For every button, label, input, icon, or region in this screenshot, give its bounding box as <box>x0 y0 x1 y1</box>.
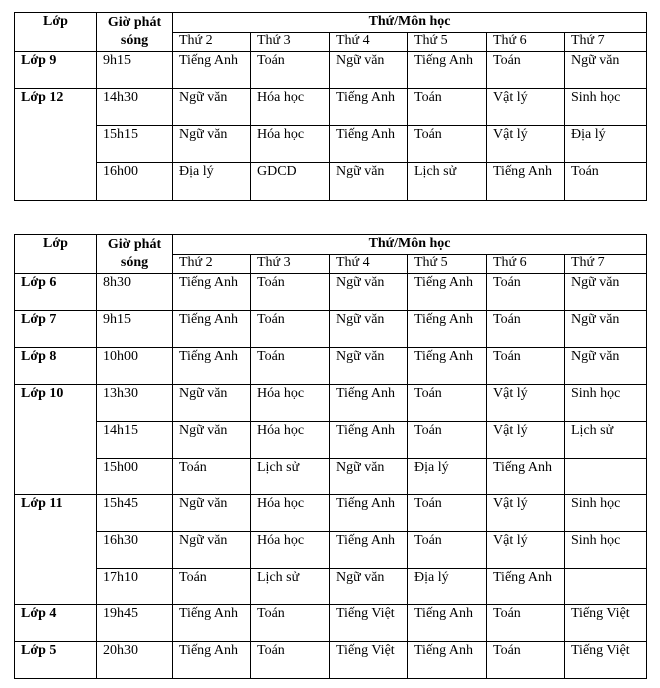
subject-cell: Ngữ văn <box>330 163 408 201</box>
subject-cell: Lịch sử <box>565 422 647 459</box>
subject-cell: Hóa học <box>251 422 330 459</box>
header-row <box>15 13 647 33</box>
subject-cell: Ngữ văn <box>330 459 408 495</box>
subject-cell: Vật lý <box>487 422 565 459</box>
class-cell: Lớp 4 <box>15 605 97 642</box>
table-row <box>15 605 647 642</box>
subject-cell: Ngữ văn <box>565 348 647 385</box>
subject-cell: Tiếng Anh <box>173 274 251 311</box>
subject-cell: Toán <box>408 89 487 126</box>
subject-cell <box>565 459 647 495</box>
time-cell: 13h30 <box>97 385 173 422</box>
time-cell: 14h15 <box>97 422 173 459</box>
subject-cell: Tiếng Anh <box>330 126 408 163</box>
subject-cell: Toán <box>251 311 330 348</box>
subject-cell: Tiếng Việt <box>565 605 647 642</box>
schedule-table-1 <box>14 12 647 201</box>
class-cell: Lớp 12 <box>15 89 97 201</box>
subject-cell: Tiếng Việt <box>330 605 408 642</box>
subject-cell: Địa lý <box>408 459 487 495</box>
time-cell: 17h10 <box>97 569 173 605</box>
subject-cell: Toán <box>251 642 330 679</box>
subject-cell: Ngữ văn <box>173 385 251 422</box>
subject-cell: Địa lý <box>173 163 251 201</box>
table-row <box>15 642 647 679</box>
subject-cell: Lịch sử <box>251 569 330 605</box>
subject-cell: Tiếng Anh <box>487 163 565 201</box>
schedule-table-2 <box>14 234 647 679</box>
time-cell: 15h15 <box>97 126 173 163</box>
time-header: Giờ phát sóng <box>97 235 173 274</box>
subject-cell: Sinh học <box>565 495 647 532</box>
subject-cell: Ngữ văn <box>173 532 251 569</box>
subject-cell: Vật lý <box>487 532 565 569</box>
subject-cell: Hóa học <box>251 89 330 126</box>
subject-cell: Tiếng Anh <box>173 348 251 385</box>
subject-cell: Hóa học <box>251 385 330 422</box>
time-cell: 20h30 <box>97 642 173 679</box>
subject-cell: Tiếng Anh <box>408 52 487 89</box>
table-body <box>15 274 647 679</box>
time-cell: 15h00 <box>97 459 173 495</box>
subject-cell: Toán <box>251 52 330 89</box>
subject-cell: Hóa học <box>251 532 330 569</box>
subject-cell: Sinh học <box>565 89 647 126</box>
subject-cell: Toán <box>408 126 487 163</box>
subject-cell: Toán <box>487 311 565 348</box>
subject-cell: Ngữ văn <box>173 126 251 163</box>
subject-cell: Toán <box>173 569 251 605</box>
subject-cell: Tiếng Anh <box>408 274 487 311</box>
time-cell: 14h30 <box>97 89 173 126</box>
time-cell: 9h15 <box>97 311 173 348</box>
table-header <box>15 13 647 52</box>
subject-cell: Tiếng Anh <box>408 642 487 679</box>
subject-cell: Tiếng Việt <box>330 642 408 679</box>
subject-cell: Toán <box>487 605 565 642</box>
header-row <box>15 235 647 255</box>
subject-cell: Tiếng Việt <box>565 642 647 679</box>
subject-cell: Tiếng Anh <box>408 311 487 348</box>
day-header: Thứ 7 <box>565 33 647 52</box>
subject-cell: Ngữ văn <box>565 311 647 348</box>
day-header: Thứ 4 <box>330 255 408 274</box>
table-row <box>15 52 647 89</box>
subject-cell: Tiếng Anh <box>330 89 408 126</box>
time-cell: 16h30 <box>97 532 173 569</box>
day-header: Thứ 6 <box>487 255 565 274</box>
class-cell: Lớp 10 <box>15 385 97 495</box>
subject-cell: Địa lý <box>408 569 487 605</box>
table-row <box>15 385 647 422</box>
subject-cell: Tiếng Anh <box>487 569 565 605</box>
subject-cell: Toán <box>487 274 565 311</box>
subject-cell: Toán <box>251 605 330 642</box>
class-cell: Lớp 8 <box>15 348 97 385</box>
subject-cell: Ngữ văn <box>330 52 408 89</box>
subject-cell: Ngữ văn <box>330 274 408 311</box>
subject-cell: Tiếng Anh <box>173 605 251 642</box>
subject-cell: Ngữ văn <box>565 274 647 311</box>
subject-cell: Hóa học <box>251 495 330 532</box>
time-cell: 9h15 <box>97 52 173 89</box>
time-cell: 8h30 <box>97 274 173 311</box>
class-cell: Lớp 6 <box>15 274 97 311</box>
day-header: Thứ 2 <box>173 33 251 52</box>
subject-cell: Toán <box>251 274 330 311</box>
table-header <box>15 235 647 274</box>
subject-cell: Toán <box>408 385 487 422</box>
subject-cell: Vật lý <box>487 126 565 163</box>
table-row <box>15 422 647 459</box>
subject-cell: Sinh học <box>565 532 647 569</box>
table-row <box>15 163 647 201</box>
subject-cell: Toán <box>408 495 487 532</box>
time-cell: 10h00 <box>97 348 173 385</box>
day-header: Thứ 5 <box>408 255 487 274</box>
day-header: Thứ 2 <box>173 255 251 274</box>
table-row <box>15 311 647 348</box>
subject-cell: Tiếng Anh <box>173 52 251 89</box>
table-body <box>15 52 647 201</box>
subject-cell: Vật lý <box>487 89 565 126</box>
subject-cell: Tiếng Anh <box>330 495 408 532</box>
day-header: Thứ 7 <box>565 255 647 274</box>
subject-cell: Toán <box>173 459 251 495</box>
subject-cell: Tiếng Anh <box>330 422 408 459</box>
class-cell: Lớp 9 <box>15 52 97 89</box>
table-row <box>15 532 647 569</box>
subject-cell: Tiếng Anh <box>173 642 251 679</box>
subject-cell: Tiếng Anh <box>330 532 408 569</box>
subject-cell: Ngữ văn <box>330 569 408 605</box>
subject-cell: Tiếng Anh <box>408 605 487 642</box>
table-row <box>15 495 647 532</box>
time-cell: 16h00 <box>97 163 173 201</box>
subject-cell: Ngữ văn <box>330 311 408 348</box>
subject-cell: Sinh học <box>565 385 647 422</box>
table-row <box>15 348 647 385</box>
subject-cell: GDCD <box>251 163 330 201</box>
subject-cell: Toán <box>487 52 565 89</box>
table-row <box>15 459 647 495</box>
subject-cell: Tiếng Anh <box>408 348 487 385</box>
class-header: Lớp <box>15 13 97 52</box>
subject-cell: Vật lý <box>487 495 565 532</box>
subject-cell: Tiếng Anh <box>487 459 565 495</box>
subject-cell: Hóa học <box>251 126 330 163</box>
subject-header: Thứ/Môn học <box>173 13 647 33</box>
day-header: Thứ 3 <box>251 33 330 52</box>
subject-cell: Tiếng Anh <box>173 311 251 348</box>
subject-cell: Toán <box>408 532 487 569</box>
subject-cell: Ngữ văn <box>173 89 251 126</box>
day-header: Thứ 6 <box>487 33 565 52</box>
class-cell: Lớp 7 <box>15 311 97 348</box>
subject-cell: Lịch sử <box>408 163 487 201</box>
subject-cell: Ngữ văn <box>173 495 251 532</box>
subject-cell: Toán <box>487 642 565 679</box>
table-row <box>15 569 647 605</box>
subject-cell: Tiếng Anh <box>330 385 408 422</box>
subject-cell: Toán <box>565 163 647 201</box>
class-cell: Lớp 5 <box>15 642 97 679</box>
subject-cell: Ngữ văn <box>565 52 647 89</box>
subject-cell: Ngữ văn <box>330 348 408 385</box>
table-row <box>15 126 647 163</box>
day-header: Thứ 5 <box>408 33 487 52</box>
table-row <box>15 89 647 126</box>
subject-cell: Lịch sử <box>251 459 330 495</box>
class-cell: Lớp 11 <box>15 495 97 605</box>
subject-cell: Toán <box>487 348 565 385</box>
subject-cell: Ngữ văn <box>173 422 251 459</box>
subject-cell: Toán <box>408 422 487 459</box>
subject-cell: Vật lý <box>487 385 565 422</box>
time-header: Giờ phát sóng <box>97 13 173 52</box>
subject-cell: Toán <box>251 348 330 385</box>
day-header: Thứ 3 <box>251 255 330 274</box>
table-row <box>15 274 647 311</box>
subject-header: Thứ/Môn học <box>173 235 647 255</box>
time-cell: 19h45 <box>97 605 173 642</box>
time-cell: 15h45 <box>97 495 173 532</box>
class-header: Lớp <box>15 235 97 274</box>
subject-cell <box>565 569 647 605</box>
day-header: Thứ 4 <box>330 33 408 52</box>
subject-cell: Địa lý <box>565 126 647 163</box>
